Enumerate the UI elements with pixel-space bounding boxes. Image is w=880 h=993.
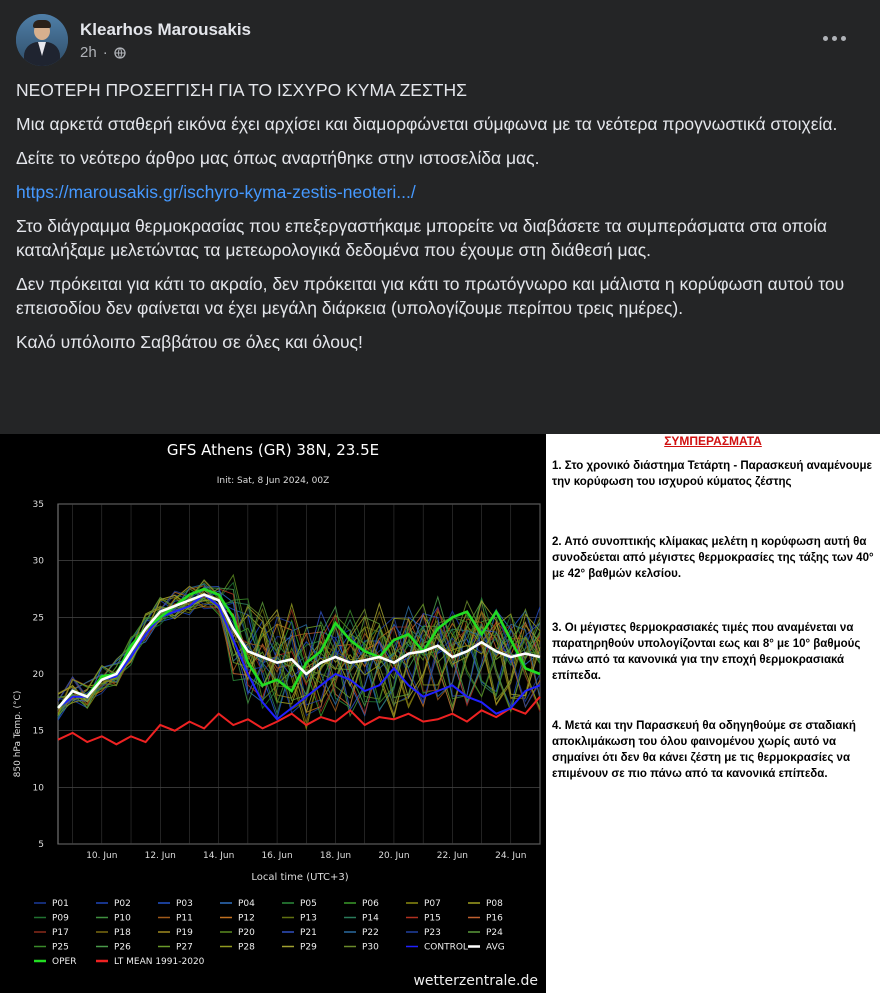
x-tick-label: 16. Jun [261,851,293,861]
legend-label: P04 [238,899,255,909]
legend-label: P06 [362,899,379,909]
x-tick-label: 20. Jun [378,851,410,861]
conclusions-panel [546,434,880,993]
y-tick-label: 15 [32,726,44,737]
x-tick-label: 18. Jun [319,851,352,861]
x-axis-label: Local time (UTC+3) [251,872,349,883]
post-heading: ΝΕΟΤΕΡΗ ΠΡΟΣΕΓΓΙΣΗ ΓΙΑ ΤΟ ΙΣΧΥΡΟ ΚΥΜΑ ΖΕΣΤΗΣ [16,80,467,100]
legend-label: P19 [176,928,193,938]
y-tick-label: 30 [32,556,44,567]
legend-label: P27 [176,942,193,953]
legend-label: P24 [486,928,503,938]
globe-icon[interactable] [114,47,126,59]
legend-label: AVG [486,942,505,953]
post-paragraph: Καλό υπόλοιπο Σαββάτου σε όλες και όλους! [16,332,363,352]
legend-label: P16 [486,913,503,924]
y-tick-label: 20 [32,670,44,680]
legend-label: P01 [52,899,69,909]
chart-subtitle: Init: Sat, 8 Jun 2024, 00Z [216,476,330,486]
legend-label: OPER [52,957,77,967]
post-paragraph: Μια αρκετά σταθερή εικόνα έχει αρχίσει και διαμορφώνεται σύμφωνα με τα νεότερα προγνωστικά στοιχεία. [16,114,838,134]
conclusion-item: 3. Οι μέγιστες θερμοκρασιακές τιμές που αναμένεται να παρατηρηθούν υπολογίζονται εως και 8° με 10° βαθμούς πάνω από τα κανονικά για την εποχή θερμοκρασιακά επίπεδα. [552,622,861,682]
x-tick-label: 10. Jun [86,851,118,861]
legend-label: P09 [52,913,69,924]
legend-label: P05 [300,899,317,909]
x-tick-label: 24. Jun [495,851,527,861]
post-paragraph: Δεν πρόκειται για κάτι το ακραίο, δεν πρόκειται για κάτι το πρωτόγνωρο και μάλιστα η κορύφωση αυτού του επεισοδίου δεν φαίνεται να έχει μεγάλη διάρκεια (υπολογίζουμε περίπου τρεις ημέρες). [16,274,845,318]
legend-label: P22 [362,928,379,938]
legend-label: P11 [176,913,193,924]
legend-label: P07 [424,899,441,909]
legend-label: P14 [362,913,379,924]
legend-label: P10 [114,913,131,924]
conclusion-item: 4. Μετά και την Παρασκευή θα οδηγηθούμε σε σταδιακή αποκλιμάκωση του όλου φαινομένου χωρίς αυτό να σημαίνει ότι δεν θα κάνει ζέστη με τις θερμοκρασίες να επιμένουν σε πιο πάνω από τα κανονικά επίπεδα. [552,720,856,780]
y-tick-label: 10 [32,783,44,794]
post-paragraph: Στο διάγραμμα θερμοκρασίας που επεξεργαστήκαμε μπορείτε να διαβάσετε τα συμπεράσματα στα οποία καταλήξαμε μελετώντας τα μετεωρολογικά δεδομένα που έχουμε στη διάθεσή μας. [16,216,828,260]
author-name[interactable]: Klearhos Marousakis [80,20,252,39]
post-meta [80,44,126,61]
legend-label: P30 [362,942,379,953]
legend-label: CONTROL [424,942,468,953]
legend-label: P08 [486,899,503,909]
post-paragraph: Δείτε το νεότερο άρθρο μας όπως αναρτήθηκε στην ιστοσελίδα μας. [16,148,540,168]
x-tick-label: 14. Jun [203,851,235,861]
legend-label: P15 [424,913,441,924]
legend-label: P21 [300,928,317,938]
legend-label: P03 [176,899,193,909]
legend-label: P25 [52,942,69,953]
legend-label: P18 [114,928,131,938]
y-tick-label: 5 [38,840,44,850]
chart-title: GFS Athens (GR) 38N, 23.5E [166,441,380,459]
legend-label: LT MEAN 1991-2020 [114,957,205,967]
temperature-chart [0,434,546,993]
legend-label: P29 [300,942,317,953]
avatar[interactable] [16,14,68,66]
y-axis-label: 850 hPa Temp. (°C) [13,690,23,778]
y-tick-label: 35 [32,500,44,510]
conclusion-item: 2. Από συνοπτικής κλίμακας μελέτη η κορύφωση αυτή θα συνοδεύεται από μέγιστες θερμοκρασίες της τάξης των 40° με 42° βαθμών κελσίου. [552,536,874,580]
source-credit: wetterzentrale.de [413,973,538,989]
legend-label: P12 [238,913,255,924]
legend-label: P26 [114,942,131,953]
legend-label: P02 [114,899,131,909]
legend-label: P28 [238,942,255,953]
legend-label: P20 [238,928,255,938]
legend-label: P23 [424,928,441,938]
article-link[interactable]: https://marousakis.gr/ischyro-kyma-zestis-neoteri.../ [16,182,416,202]
conclusion-item: 1. Στο χρονικό διάστημα Τετάρτη - Παρασκευή αναμένουμε την κορύφωση του ισχυρού κύματος ζέστης [552,460,872,488]
more-options-icon[interactable] [816,26,852,50]
conclusions-title: ΣΥΜΠΕΡΑΣΜΑΤΑ [664,434,762,448]
legend-label: P17 [52,928,69,938]
legend-label: P13 [300,913,317,924]
x-tick-label: 12. Jun [144,851,176,861]
y-tick-label: 25 [32,613,44,624]
x-tick-label: 22. Jun [436,851,468,861]
post-time[interactable]: 2h [80,44,97,61]
post-text [16,78,864,364]
dot-separator: · [102,44,108,61]
